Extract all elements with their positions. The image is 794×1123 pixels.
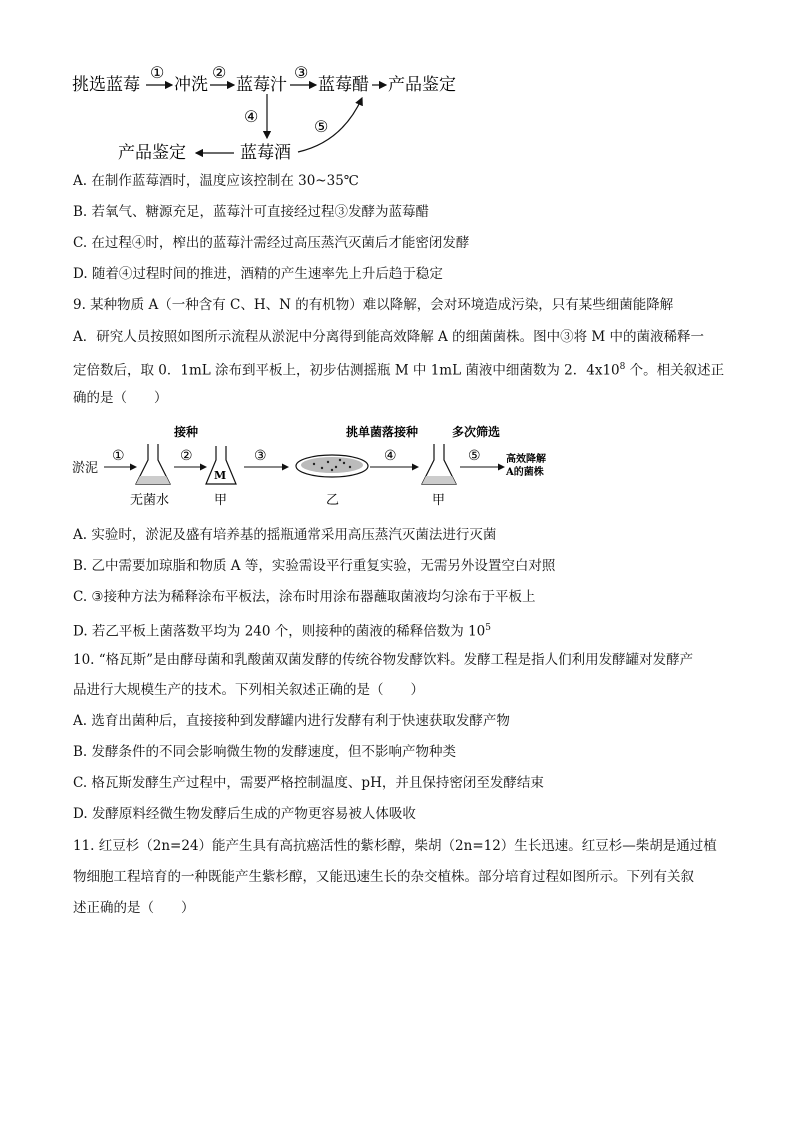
- label-5: ⑤: [314, 117, 329, 136]
- label-4: ④: [244, 107, 259, 126]
- step-select-blueberry: 挑选蓝莓: [72, 75, 140, 95]
- q9-stem-line-2: A．研究人员按照如图所示流程从淤泥中分离得到能高效降解 A 的细菌菌株。图中③将 M 中的菌液稀释一: [73, 329, 704, 345]
- pick-colony-label: 挑单菌落接种: [346, 425, 419, 439]
- blueberry-process-diagram: [66, 58, 486, 170]
- label-2: ②: [212, 63, 227, 82]
- q8-option-d: D. 随着④过程时间的推进，酒精的产生速率先上升后趋于稳定: [73, 266, 443, 282]
- q11-stem-line-1: 11. 红豆杉（2n=24）能产生具有高抗癌活性的紫杉醇，柴胡（2n=12）生长迅速。红豆杉—柴胡是通过植: [73, 838, 717, 854]
- result-label-2: A的菌株: [506, 467, 544, 478]
- q9-option-b: B. 乙中需要加琼脂和物质 A 等，实验需设平行重复实验，无需另外设置空白对照: [73, 558, 556, 574]
- step-juice: 蓝莓汁: [236, 75, 287, 95]
- q10-option-a: A. 选育出菌种后，直接接种到发酵罐内进行发酵有利于快速获取发酵产物: [73, 713, 510, 729]
- q9-option-c: C. ③接种方法为稀释涂布平板法，涂布时用涂布器蘸取菌液均匀涂布于平板上: [73, 589, 536, 605]
- step-identify-2: 产品鉴定: [118, 143, 186, 163]
- q9-stem-line-4: 确的是（ ）: [73, 390, 168, 406]
- q9-stem-line-1: 9. 某种物质 A（一种含有 C、H、N 的有机物）难以降解，会对环境造成污染，只有某些细菌能降解: [73, 297, 674, 313]
- label-3: ③: [294, 63, 309, 82]
- step-identify-1: 产品鉴定: [388, 75, 456, 95]
- flask-liquid-1: [136, 476, 170, 484]
- inoculate-label: 接种: [174, 425, 199, 439]
- result-label-1: 高效降解: [506, 454, 546, 465]
- step-vinegar: 蓝莓醋: [318, 75, 369, 95]
- fig2-label-3: ③: [254, 448, 267, 464]
- q9-option-a: A. 实验时，淤泥及盛有培养基的摇瓶通常采用高压蒸汽灭菌法进行灭菌: [73, 527, 497, 543]
- q8-option-c: C. 在过程④时，榨出的蓝莓汁需经过高压蒸汽灭菌后才能密闭发酵: [73, 235, 470, 251]
- q9-option-d: D. 若乙平板上菌落数平均为 240 个，则接种的菌液的稀释倍数为 $10^5$: [73, 623, 491, 640]
- step-wine: 蓝莓酒: [240, 143, 291, 163]
- label-1: ①: [150, 63, 165, 82]
- q9-stem-line-3: 定倍数后，取 0．1mL 涂布到平板上，初步估测摇瓶 M 中 1mL 菌液中细菌数为 2．$4x10^8$ 个。相关叙述正: [73, 362, 725, 379]
- fig2-label-1: ①: [112, 448, 125, 464]
- step-wash: 冲洗: [174, 75, 208, 95]
- fig2-label-5: ⑤: [468, 448, 481, 464]
- flask-liquid-3: [422, 476, 456, 484]
- flask-m-label: M: [214, 469, 227, 482]
- q8-option-a: A. 在制作蓝莓酒时，温度应该控制在 30~35℃: [73, 173, 359, 189]
- q11-stem-line-3: 述正确的是（ ）: [73, 900, 195, 916]
- isolation-flow-diagram: [70, 418, 590, 518]
- fig2-label-4: ④: [384, 448, 397, 464]
- q10-option-d: D. 发酵原料经微生物发酵后生成的产物更容易被人体吸收: [73, 806, 416, 822]
- q10-option-c: C. 格瓦斯发酵生产过程中，需要严格控制温度、pH，并且保持密闭至发酵结束: [73, 775, 544, 791]
- arrow-5: [298, 98, 362, 152]
- q10-stem-line-1: 10. “格瓦斯”是由酵母菌和乳酸菌双菌发酵的传统谷物发酵饮料。发酵工程是指人们利用发酵罐对发酵产: [73, 652, 694, 668]
- sterile-water-label: 无菌水: [130, 493, 170, 508]
- jia-label-2: 甲: [432, 493, 446, 508]
- yi-label: 乙: [326, 493, 340, 508]
- fig2-label-2: ②: [180, 448, 193, 464]
- q10-option-b: B. 发酵条件的不同会影响微生物的发酵速度，但不影响产物种类: [73, 744, 457, 760]
- mud-label: 淤泥: [72, 461, 99, 476]
- q10-stem-line-2: 品进行大规模生产的技术。下列相关叙述正确的是（ ）: [73, 682, 424, 698]
- q8-option-b: B. 若氧气、糖源充足，蓝莓汁可直接经过程③发酵为蓝莓醋: [73, 204, 430, 220]
- jia-label-1: 甲: [214, 493, 228, 508]
- multi-screen-label: 多次筛选: [452, 425, 501, 439]
- q11-stem-line-2: 物细胞工程培育的一种既能产生紫杉醇，又能迅速生长的杂交植株。部分培育过程如图所示。下列有关叙: [73, 869, 694, 885]
